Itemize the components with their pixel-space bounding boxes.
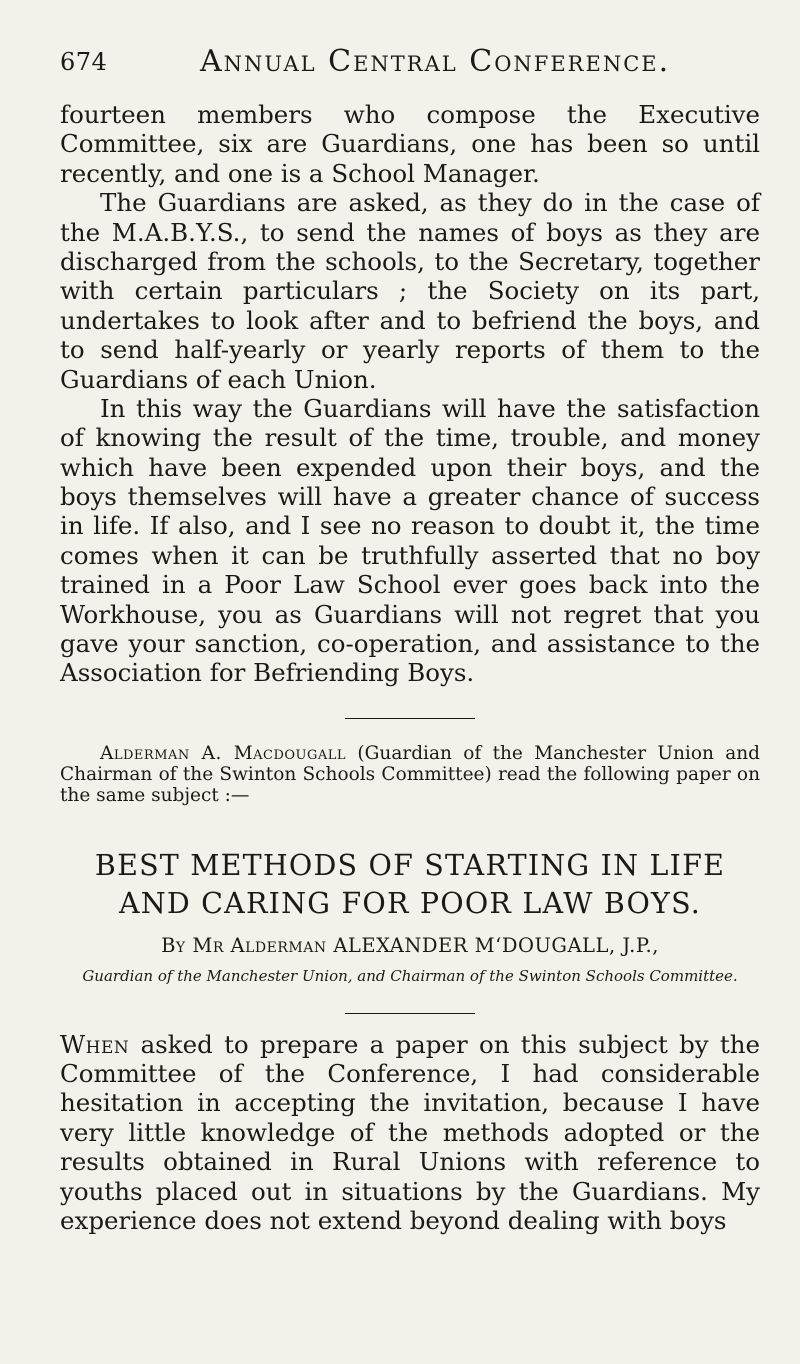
byline-prefix: By Mr Alderman	[161, 933, 327, 957]
speaker-introduction-text: (Guardian of the Manchester Union and Chairman of the Swinton Schools Committee) read the following paper on the same subject :—	[60, 742, 760, 807]
paragraph-guardians-asked: The Guardians are asked, as they do in the case of the M.A.B.Y.S., to send the names of boys as they are discharged from the schools, to the Secretary, together with certain particulars ; the Society on its part, undertakes to look after and to befriend the boys, and to send half-yearly or yearly reports of them to the Guardians of each Union.	[60, 188, 760, 394]
speaker-introduction	[60, 743, 760, 807]
author-affiliation: Guardian of the Manchester Union, and Chairman of the Swinton Schools Committee.	[82, 966, 738, 985]
article-heading	[60, 847, 760, 924]
article-byline	[60, 934, 760, 957]
paragraph-continuation: fourteen members who compose the Executive Committee, six are Guardians, one has been so until recently, and one is a School Manager.	[60, 100, 760, 188]
byline-author: ALEXANDER M‘DOUGALL, J.P.,	[326, 933, 659, 957]
opening-word: When	[60, 1029, 130, 1059]
running-title: Annual Central Conference.	[200, 44, 671, 79]
paragraph-satisfaction: In this way the Guardians will have the satisfaction of knowing the result of the time, trouble, and money which have been expended upon their boys, and the boys themselves will have a greater chance of success in life. If also, and I see no reason to doubt it, the time comes when it can be truthfully asserted that no boy trained in a Poor Law School ever goes back into the Workhouse, you as Guardians will not regret that you gave your sanction, co-operation, and assistance to the Association for Befriending Boys.	[60, 393, 760, 688]
page-header	[60, 38, 760, 88]
page-content	[60, 100, 760, 1235]
speaker-name: Alderman A. Macdougall	[100, 742, 347, 764]
article-opening-paragraph	[60, 1030, 760, 1236]
article-title-line-2: AND CARING FOR POOR LAW BOYS.	[118, 887, 702, 921]
heading-divider	[345, 1013, 475, 1014]
section-divider	[345, 718, 475, 719]
article-title-line-1: BEST METHODS OF STARTING IN LIFE	[94, 848, 726, 882]
page-number: 674	[60, 48, 108, 76]
opening-text: asked to prepare a paper on this subject by the Committee of the Conference, I had considerable hesitation in accepting the invitation, because I have very little knowledge of the methods adopted or the results obtained in Rural Unions with reference to youths placed out in situations by the Guardians. My experience does not extend beyond dealing with boys	[60, 1029, 760, 1235]
